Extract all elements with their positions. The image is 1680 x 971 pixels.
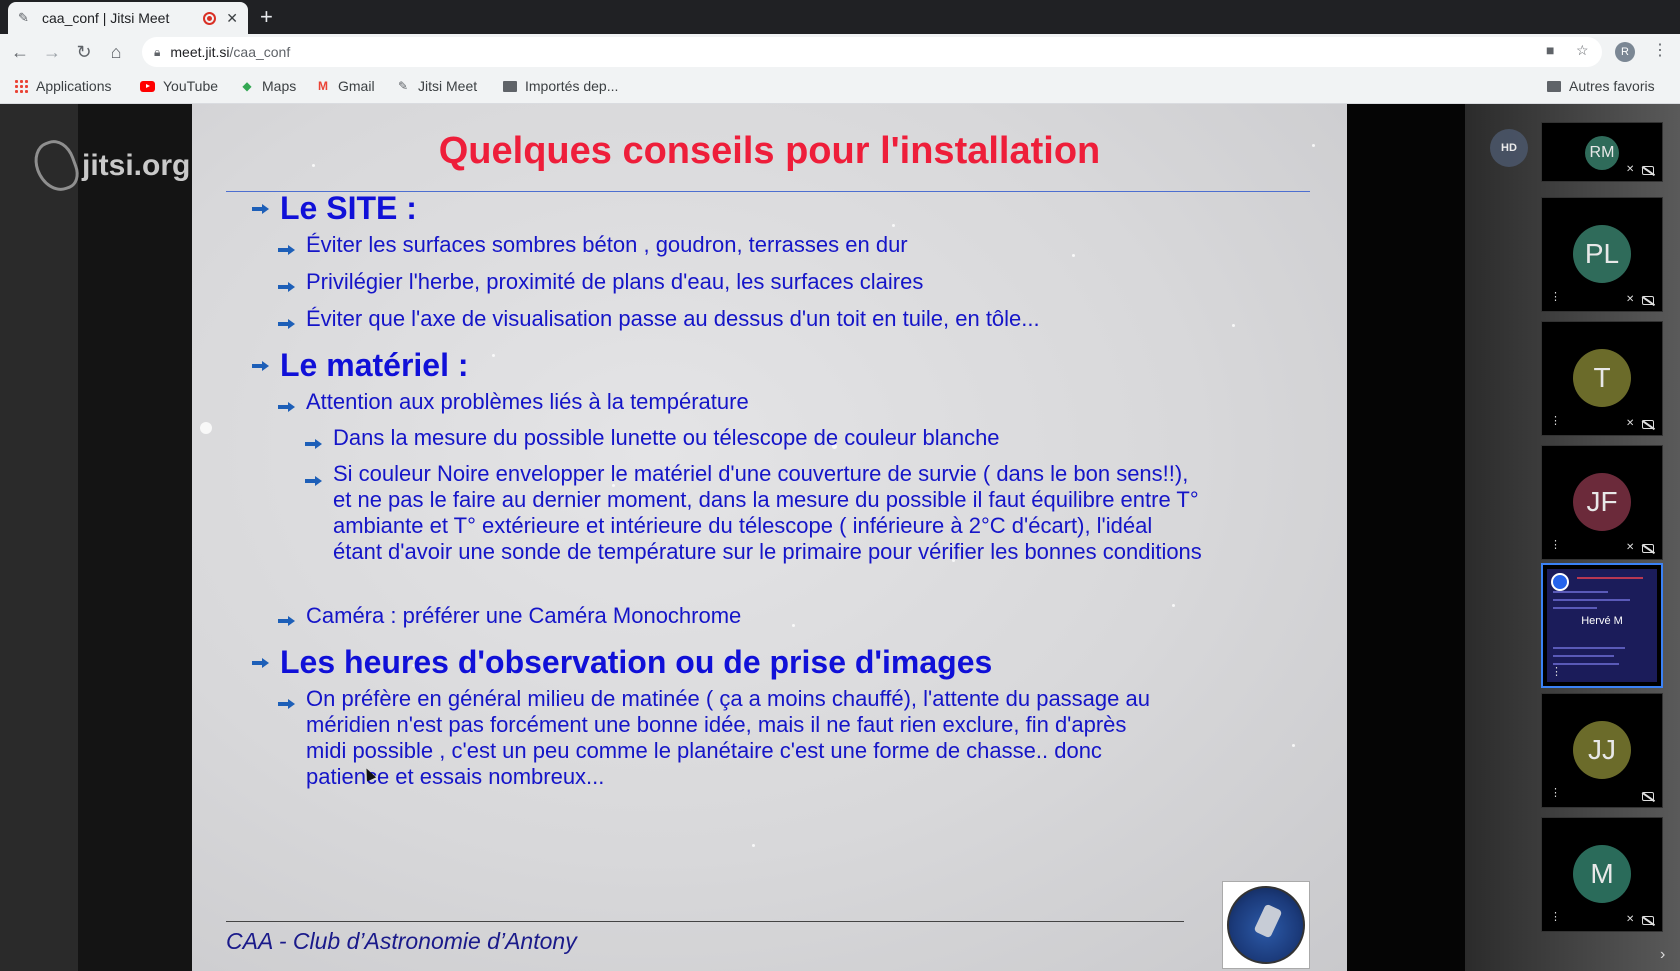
stage-right-margin bbox=[1347, 104, 1465, 971]
bookmark-youtube[interactable] bbox=[140, 78, 218, 94]
camera-off-icon bbox=[1642, 166, 1654, 175]
folder-icon bbox=[503, 81, 517, 92]
browser-toolbar bbox=[0, 34, 1680, 70]
bullet-arrow-icon bbox=[252, 204, 272, 214]
bullet-arrow-icon bbox=[278, 402, 298, 412]
jitsi-favicon-icon: ✎ bbox=[18, 10, 29, 25]
bullet-arrow-icon bbox=[278, 245, 298, 255]
bookmark-maps[interactable] bbox=[240, 78, 296, 94]
jitsi-logo-icon bbox=[28, 135, 83, 198]
footer-divider bbox=[226, 921, 1184, 922]
back-button[interactable]: ← bbox=[11, 42, 29, 62]
avatar: RM bbox=[1585, 136, 1619, 170]
bullet-item: Éviter les surfaces sombres béton , goudron, terrasses en dur bbox=[306, 232, 908, 257]
stage-left-margin bbox=[0, 104, 78, 971]
mic-muted-icon: ✕ bbox=[1626, 914, 1635, 925]
participant-thumbnail[interactable] bbox=[1541, 197, 1663, 312]
avatar: JF bbox=[1573, 473, 1631, 531]
bookmark-label: Autres favoris bbox=[1569, 78, 1655, 94]
mic-muted-icon: ✕ bbox=[1626, 294, 1635, 305]
bullet-item: Privilégier l'herbe, proximité de plans d'eau, les surfaces claires bbox=[306, 269, 924, 294]
address-bar[interactable] bbox=[142, 37, 1602, 67]
camera-off-icon bbox=[1642, 916, 1654, 925]
more-options-icon[interactable]: ⋮ bbox=[1550, 291, 1561, 303]
mic-muted-icon: ✕ bbox=[1626, 418, 1635, 429]
bookmark-other-favorites[interactable] bbox=[1547, 78, 1655, 94]
bookmark-label: Importés dep... bbox=[525, 78, 619, 94]
bookmark-label: Applications bbox=[36, 78, 112, 94]
avatar: JJ bbox=[1573, 721, 1631, 779]
bullet-arrow-icon bbox=[305, 439, 325, 449]
bullet-arrow-icon bbox=[278, 699, 298, 709]
bookmark-applications[interactable] bbox=[14, 78, 112, 94]
bookmark-label: Maps bbox=[262, 78, 297, 94]
slide-title: Quelques conseils pour l'installation bbox=[438, 130, 1101, 172]
bookmark-label: Jitsi Meet bbox=[418, 78, 478, 94]
bookmark-label: YouTube bbox=[163, 78, 219, 94]
maps-icon: ◆ bbox=[242, 79, 252, 93]
camera-off-icon bbox=[1642, 792, 1654, 801]
camera-in-use-icon[interactable]: ■ bbox=[1546, 42, 1555, 58]
bullet-arrow-icon bbox=[278, 616, 298, 626]
bookmark-label: Gmail bbox=[338, 78, 375, 94]
section-heading: Le matériel : bbox=[280, 347, 469, 383]
mic-muted-icon: ✕ bbox=[1626, 542, 1635, 553]
new-tab-button[interactable]: + bbox=[260, 4, 273, 29]
more-options-icon[interactable]: ⋮ bbox=[1551, 666, 1562, 678]
bullet-item: Éviter que l'axe de visualisation passe au dessus d'un toit en tuile, en tôle... bbox=[306, 306, 1040, 331]
browser-tab-strip bbox=[0, 0, 1680, 34]
bullet-item: On préfère en général milieu de matinée ( ça a moins chauffé), l'attente du passage au méridien n'est pas forcément une bonne idée, mais il ne faut rien exclure, fin d'après midi possible , c'est un peu comme le planétaire c'est une forme de chasse.. donc patience et essais nombreux... bbox=[306, 686, 1150, 789]
browser-tab[interactable] bbox=[8, 2, 248, 34]
more-options-icon[interactable]: ⋮ bbox=[1550, 415, 1561, 427]
recording-indicator-icon bbox=[203, 12, 216, 25]
participant-thumbnail[interactable] bbox=[1541, 817, 1663, 932]
jitsi-icon: ✎ bbox=[397, 79, 409, 93]
sub-bullet-item: Si couleur Noire envelopper le matériel d'une couverture de survie ( dans le bon sens!!), et ne pas le faire au dernier moment, dans la mesure du possible il faut équilibre entre T° ambiante et T° extérieure et intérieure du télescope ( inférieure à 2°C d'écart), l'idéal étant d'avoir une sonde de température sur le primaire pour vérifier les bonnes conditions bbox=[333, 461, 1202, 564]
jitsi-watermark[interactable] bbox=[36, 140, 190, 192]
close-tab-icon[interactable]: ✕ bbox=[226, 9, 238, 26]
avatar: T bbox=[1573, 349, 1631, 407]
bullet-item: Attention aux problèmes liés à la température bbox=[306, 389, 749, 414]
section-heading: Les heures d'observation ou de prise d'images bbox=[280, 644, 993, 680]
bookmark-gmail[interactable] bbox=[316, 78, 375, 94]
avatar: M bbox=[1573, 845, 1631, 903]
screen-share-icon bbox=[1551, 573, 1569, 591]
youtube-icon bbox=[140, 81, 155, 92]
bullet-arrow-icon bbox=[305, 476, 325, 486]
bookmarks-bar bbox=[0, 70, 1680, 104]
url-path: /caa_conf bbox=[229, 44, 291, 60]
bookmark-star-icon[interactable]: ☆ bbox=[1576, 42, 1589, 58]
camera-off-icon bbox=[1642, 296, 1654, 305]
club-emblem-icon bbox=[1227, 886, 1305, 964]
participant-thumbnail-screen-share[interactable] bbox=[1541, 563, 1663, 688]
avatar: PL bbox=[1573, 225, 1631, 283]
participant-thumbnail[interactable] bbox=[1541, 445, 1663, 560]
mic-muted-icon: ✕ bbox=[1626, 164, 1635, 175]
bookmark-folder-imported[interactable] bbox=[503, 78, 618, 94]
tab-title: caa_conf | Jitsi Meet bbox=[42, 10, 170, 26]
participant-thumbnail[interactable] bbox=[1541, 693, 1663, 808]
camera-off-icon bbox=[1642, 544, 1654, 553]
bullet-arrow-icon bbox=[252, 361, 272, 371]
home-button[interactable]: ⌂ bbox=[110, 42, 122, 62]
lock-icon[interactable]: 🔒︎ bbox=[154, 44, 161, 59]
reload-button[interactable]: ↻ bbox=[76, 42, 92, 62]
participant-thumbnail[interactable] bbox=[1541, 122, 1663, 182]
more-options-icon[interactable]: ⋮ bbox=[1550, 539, 1561, 551]
bullet-item: Caméra : préférer une Caméra Monochrome bbox=[306, 603, 742, 628]
slide-footer: CAA - Club d’Astronomie d’Antony bbox=[226, 928, 577, 954]
sub-bullet-item: Dans la mesure du possible lunette ou télescope de couleur blanche bbox=[333, 425, 1000, 450]
video-quality-badge[interactable]: HD bbox=[1490, 129, 1528, 167]
bullet-arrow-icon bbox=[278, 319, 298, 329]
participant-name: Hervé M bbox=[1581, 615, 1623, 627]
profile-avatar[interactable]: R bbox=[1615, 42, 1635, 62]
gmail-icon: M bbox=[318, 79, 328, 93]
camera-off-icon bbox=[1642, 420, 1654, 429]
club-logo bbox=[1222, 881, 1310, 969]
chevron-right-icon[interactable]: › bbox=[1660, 946, 1666, 963]
bullet-arrow-icon bbox=[252, 658, 272, 668]
participant-thumbnail[interactable] bbox=[1541, 321, 1663, 436]
apps-grid-icon bbox=[14, 79, 28, 93]
folder-icon bbox=[1547, 81, 1561, 92]
browser-menu-icon[interactable]: ⋮ bbox=[1652, 42, 1668, 59]
meeting-stage bbox=[0, 104, 1680, 971]
url-host: meet.jit.si bbox=[170, 44, 230, 60]
more-options-icon[interactable]: ⋮ bbox=[1550, 911, 1561, 923]
more-options-icon[interactable]: ⋮ bbox=[1550, 787, 1561, 799]
bookmark-jitsi-meet[interactable] bbox=[396, 78, 477, 94]
shared-screen-slide bbox=[192, 104, 1347, 971]
forward-button[interactable]: → bbox=[43, 42, 61, 62]
watermark-text: jitsi.org bbox=[82, 149, 191, 182]
section-heading: Le SITE : bbox=[280, 190, 417, 226]
bullet-arrow-icon bbox=[278, 282, 298, 292]
